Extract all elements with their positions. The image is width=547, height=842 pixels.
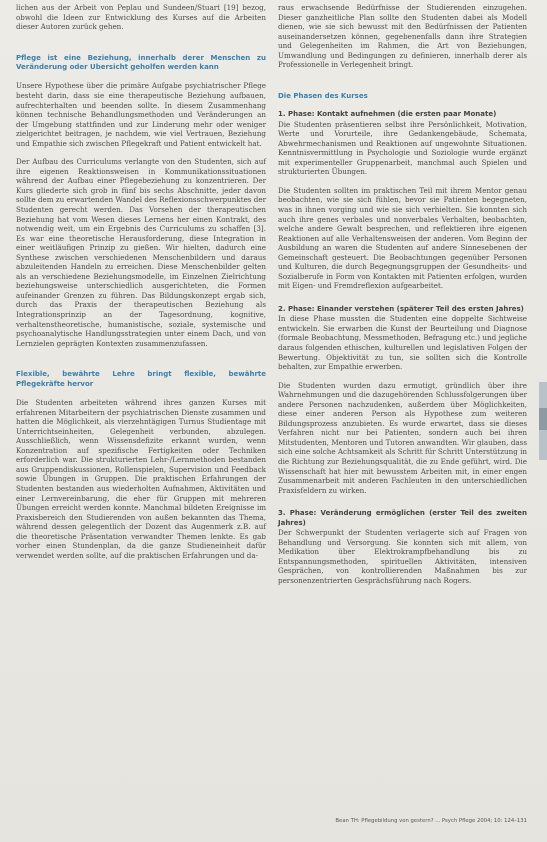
phase-1-text: Die Studenten präsentieren selbst ihre Persönlichkeit, Motivation, Werte und Vorurteile, ihre Gedankengebäude, Schemata, Abwehrmechanismen und Reaktionen auf ungewohnte Situationen. Kenntnisvermittlung in Psychologie und Soziologie wurde ergänzt mit experimenteller Gruppenarbeit, manchmal auch Spielen und strukturierten Übungen. (278, 119, 527, 177)
section-heading-relationship: Pflege ist eine Beziehung, innerhalb derer Menschen zu Veränderung oder Ubersicht geholfen werden kann (16, 53, 266, 72)
phase-3-text: Der Schwerpunkt der Studenten verlagerte sich auf Fragen von Behandlung und Versorgung. Sie konnten sich mit allem, von Medikation über Elektrokrampfbehandlung bis zu Entspannungsmethoden, spirituellen Aktivitäten, intensiven Gesprächen, von kontrollierenden Maßnahmen bis zur personenzentrierten Gesprächsführung nach Rogers. (278, 528, 527, 585)
phase-3-title: 3. Phase: Veränderung ermöglichen (erster Teil des zweiten Jahres) (278, 509, 527, 527)
phase-2-text: In diese Phase mussten die Studenten eine doppelte Sichtweise entwickeln. Sie erwarben die Kunst der Beurteilung und Diagnose (formale Beobachtung, Messmethoden, Befragung etc.) und jegliche daraus folgenden ethischen, kulturellen und legislativen Folgen der Bewertung. Objektivität zu tun, sie sollten sich die Kontrolle behalten, zur Empathie erwerben. (278, 314, 527, 372)
phase-1-title: 1. Phase: Kontakt aufnehmen (die ersten paar Monate) (278, 110, 497, 119)
intro-paragraph-left: lichen aus der Arbeit von Peplau und Sundeen/Stuart [19] bezog, obwohl die Ideen zur Entwicklung des Kurses auf die Arbeiten dieser Autoren zurück gehen. (16, 3, 266, 32)
phase-1-extra: Die Studenten sollten im praktischen Teil mit ihrem Mentor genau beobachten, wie sie sich fühlen, bevor sie Patienten begegneten, was in ihnen vorging und wie sie sich verhielten. Sie konnten sich auch ihre genes verbales und nonverbales Verhalten, beobachten, welche andere Gewalt besprechen, und reflektieren ihre eigenen Reaktionen auf alle Verhaltensweisen der anderen. Vom Beginn der Ausbildung an waren die Studenten auf andere Sinnesebenen der Gemeinschaft gesteuert. Die Beobachtungen gegenüber Personen und Kulturen, die durch Begegnungsgruppen der Gesundheits- und Sozialberufe in Form von Kontakten mit Patienten erfolgen, wurden mit Eigen- und Fremdreflexion aufgearbeitet. (278, 185, 527, 291)
phase-2-title: 2. Phase: Einander verstehen (späterer Teil des ersten Jahres) (278, 304, 524, 313)
body-paragraph: Der Aufbau des Curriculums verlangte von den Studenten, sich auf ihre eigenen Reaktionsweisen in Kommunikationssituationen während der Aufbau einer Pflegebeziehung zu konzentrieren. Der Kurs gliederte sich grob in fünf bis sechs Abschnitte, jeder davon sollte dem zu erwartenden Wandel des Reflexionsschwerpunktes der Studenten gerecht werden. Das Vorsehen der therapeutischen Beziehung hat vom Wesen dieses Lernens her einen Kontrakt, des notwendig weit, um ein Ergebnis des Curriculums zu schaffen [3]. Es war eine theoretische Herausforderung, diese Integration in einer weitläufigen Prinzip zu gießen. Wir hielten, dadurch eine Synthese zwischen verschiedenen Menschenbildern und daraus abzuleitenden Handeln zu erreichen. Diese Menschenbilder gelten als an verschiedene Beziehungsmodelle, im Einzelnen Zielrichtung beziehungsweise unterschiedlich ausgerichteten, die Formen aufeinander Grenzen zu führen. Das Bildungskonzept ergab sich, durch das Praxis der therapeutischen Beziehung als Integrationsprinzip an der Tagesordnung, kognitive, verhaltenstheoretische, humanistische, soziale, systemische und psychoanalytische Handlungsstrategien unter einem Dach, und von Lernzielen geprägten Kontexten zusammenzufassen. (16, 157, 266, 348)
right-column (278, 3, 527, 594)
phase-2-extra: Die Studenten wurden dazu ermutigt, gründlich über ihre Wahrnehmungen und die dazugehörenden Schlussfolgerungen über andere Personen nachzudenken, außerdem über Möglichkeiten, diese einer anderen Person als Hypothese zum weiteren Bildungsprozess anzubieten. Es wurde erwartet, dass sie dieses Verfahren nicht nur bei Patienten, sondern auch bei ihren Mitstudenten, Mentoren und Tutoren anwandten. Wir glauben, dass sich eine solche Achtsamkeit als Schritt für Schritt Unterstützung in die Richtung zur Beziehungsqualität, die zu Ende geführt, wird. Die Wissenschaft hat hier mit bewusstem Arbeiten mit, in einer engen Zusammenarbeit mit anderen Fachleuten in den unterschiedlichen Praxisfeldern zu wirken. (278, 380, 527, 495)
section-heading-flexible-teaching: Flexible, bewährte Lehre bringt flexible, bewährte Pflegekräfte hervor (16, 370, 266, 388)
body-paragraph: Die Studenten arbeiteten während ihres ganzen Kurses mit erfahrenen Mitarbeitern der psychiatrischen Dienste zusammen und hatten die Möglichkeit, als vierzehntägigen Turnus Studientage mit Unterrichtseinheiten, Gelegenheit verbunden, abzulegen. Ausschließlich, wenn Wissensdefizite erkannt wurden, wenn Konzentration auf spezifische Fertigkeiten oder Techniken erforderlich war. Die strukturierten Lehr-/Lernmethoden bestanden aus Gruppendiskussionen, Rollenspielen, Supervision und Feedback sowie Übungen in Gruppen. Die praktischen Erfahrungen der Studenten bestanden aus wiederholten Aufnahmen, Aktivitäten und einer Lernvereinbarung, die eher für Gruppen mit mehreren Übungen erreicht werden konnte. Manchmal bildeten Ereignisse im Praxisbereich den Studierenden von außen bekannten das Thema, während dessen gelegentlich der Dozent das Augenmerk z.B. auf die theoretische Präsentation verwandter Themen lenkte. Es gab vorher einen Stundenplan, da die ganze Studieneinheit dafür verwendet werden sollte, auf die praktischen Erfahrungen und da- (16, 398, 266, 560)
page-edge-tab (539, 382, 547, 460)
intro-paragraph-right: raus erwachsende Bedürfnisse der Studierenden einzugehen. Dieser ganzheitliche Plan sollte den Studenten dabei als Modell dienen, wie sie sich bewusst mit den Bedürfnissen der Patienten auseinandersetzen können, gegebenenfalls dann ihre Strategien und Gelegenheiten im Rahmen, die Art von Beziehungen, Umwandlung und Bedingungen zu definieren, innerhalb derer als Professionelle in Verlegenheit bringt. (278, 3, 527, 70)
body-paragraph: Unsere Hypothese über die primäre Aufgabe psychiatrischer Pflege besteht darin, dass sie eine therapeutische Beziehung aufbauen, aufrechterhalten und beenden sollte. In diesem Zusammenhang können technische Behandlungsmethoden und Veränderungen an der Umgebung stattfinden und zur Linderung mehr oder weniger zielgerichtet beitragen, je nachdem, wie viel Vertrauen, Beziehung und Empathie sich zwischen Pflegekraft und Patient entwickelt hat. (16, 81, 266, 148)
section-heading-phases: Die Phasen des Kurses (278, 91, 368, 100)
left-column (16, 3, 266, 569)
footer-citation: Bean TH: Pflegebildung von gestern? ... Psych Pflege 2004; 10: 124–131 (335, 818, 527, 824)
